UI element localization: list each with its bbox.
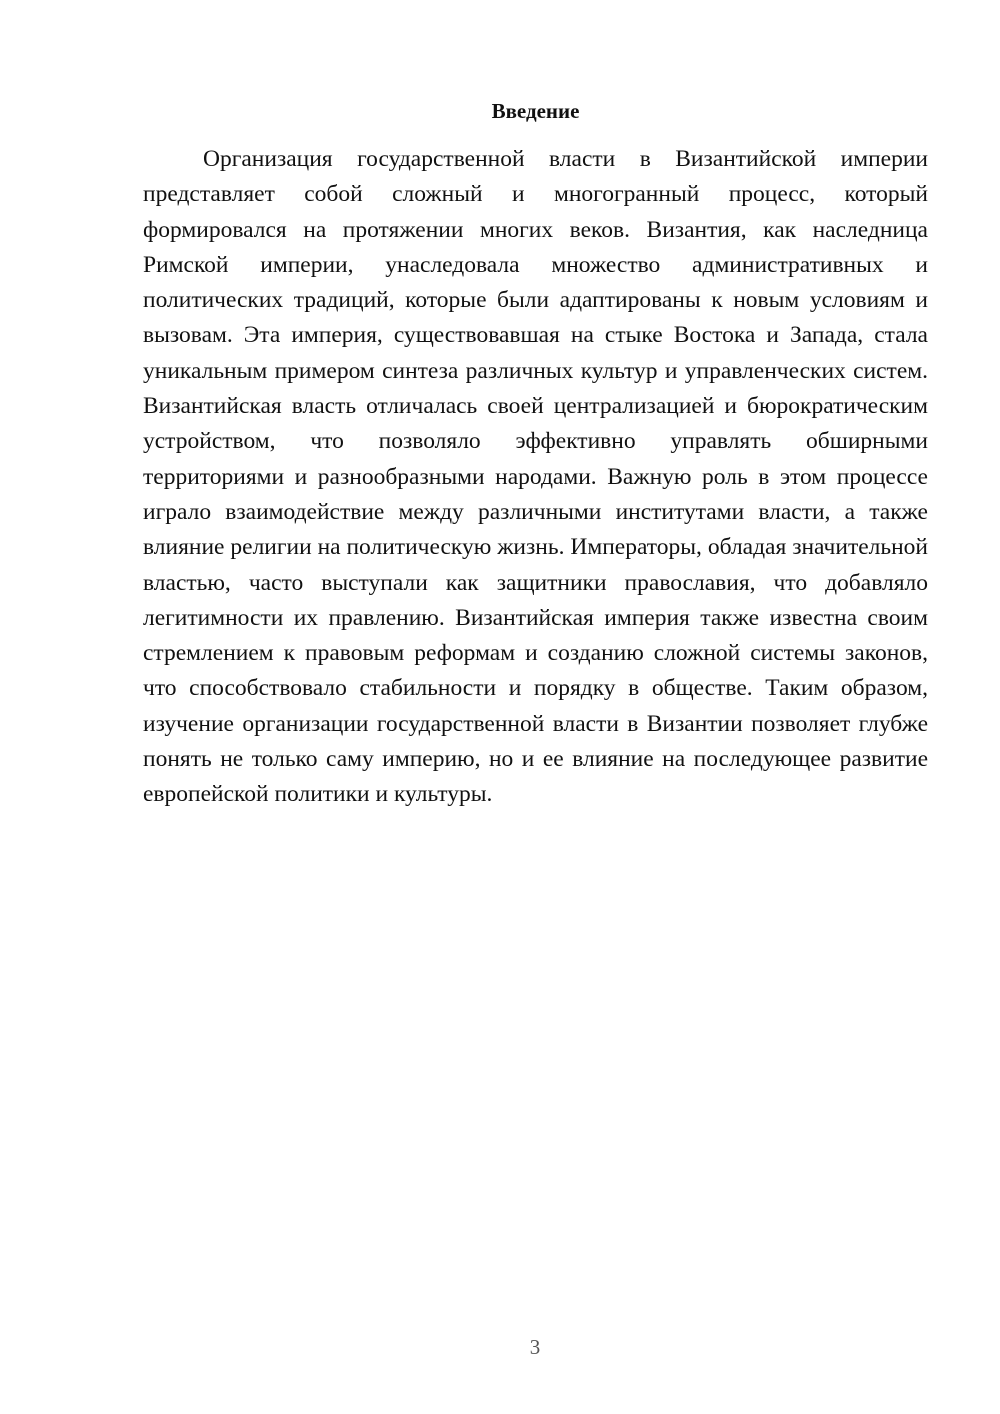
page-number: 3 bbox=[529, 1335, 541, 1359]
body-paragraph: Организация государственной власти в Византийской империи представляет собой сложный и многогранный процесс, который формировался на протяжении многих веков. Византия, как наследница Римской империи, унаследовала множество административных и политических традиций, которые были адаптированы к новым условиям и вызовам. Эта империя, существовавшая на стыке Востока и Запада, стала уникальным примером синтеза различных культур и управленческих систем. Византийская власть отличалась своей централизацией и бюрократическим устройством, что позволяло эффективно управлять обширными территориями и разнообразными народами. Важную роль в этом процессе играло взаимодействие между различными институтами власти, а также влияние религии на политическую жизнь. Императоры, обладая значительной властью, часто выступали как защитники православия, что добавляло легитимности их правлению. Византийская империя также известна своим стремлением к правовым реформам и созданию сложной системы законов, что способствовало стабильности и порядку в обществе. Таким образом, изучение организации государственной власти в Византии позволяет глубже понять не только саму империю, но и ее влияние на последующее развитие европейской политики и культуры. bbox=[143, 146, 928, 808]
section-heading: Введение bbox=[491, 99, 580, 123]
